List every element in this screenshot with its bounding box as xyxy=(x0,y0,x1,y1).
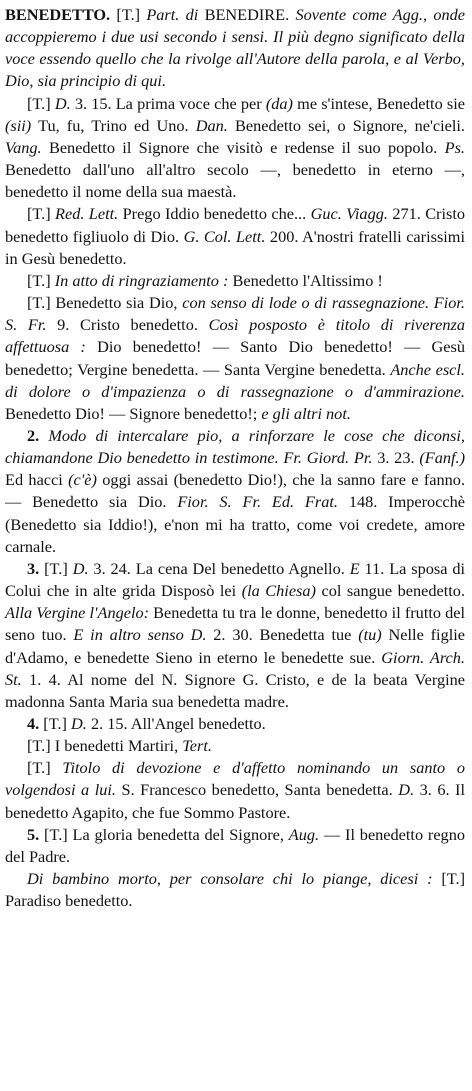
citation-source: Vang. xyxy=(5,137,42,157)
citation-text: Benedetto il Signore che visitò e redense il suo popolo. xyxy=(48,137,438,157)
sense-paragraph xyxy=(5,824,465,868)
citation-text: 11. La sposa di Colui che in alte grida Disposò lei xyxy=(5,558,465,601)
citation-source: D. xyxy=(398,780,415,800)
cross-reference: BENEDIRE. xyxy=(204,5,290,24)
definition-text: Sovente come Agg., onde accoppieremo i due usi secondo i sensi. Il più degno significato della voce essendo quello che la rivolge all'Autore della parola, e al Verbo, Dio, sia principio di qui. xyxy=(5,5,465,91)
citation-text: Benedetto l'Altissimo ! xyxy=(232,270,383,290)
usage-note: In atto di ringraziamento : xyxy=(54,270,229,290)
citation-source: Aug. xyxy=(288,824,320,844)
source-tag: [T.] xyxy=(441,869,466,889)
source-tag: [T.] xyxy=(116,5,141,24)
sense-number: 2. xyxy=(27,425,40,445)
citation-source: Tert. xyxy=(182,736,212,756)
citation-text: S. Francesco benedetto, Santa benedetta. xyxy=(121,780,393,800)
source-tag: [T.] xyxy=(27,758,51,778)
source-tag: [T.] xyxy=(27,736,51,756)
sense-paragraph xyxy=(5,868,465,912)
citation-source: Giorn. Arch. St. xyxy=(5,647,465,689)
usage-note: con senso di lode o di rassegnazione. Fior. S. Fr. xyxy=(5,293,466,335)
citation-source: D. xyxy=(72,558,89,578)
citation-text: 3. 6. Il benedetto Agapito, che fue Sommo Pastore. xyxy=(5,780,466,822)
citation-text: oggi assai (benedetto Dio!), che la sanno fare e fanno. — Benedetto sia Dio. xyxy=(5,470,466,512)
sense-number: 5. xyxy=(27,824,40,844)
sense-paragraph xyxy=(5,735,465,757)
citation-text: Paradiso benedetto. xyxy=(5,891,133,911)
usage-note: Così posposto è titolo di riverenza affettuosa : xyxy=(5,315,466,357)
sense-paragraph xyxy=(5,270,465,292)
citation-text: 3. 23. xyxy=(377,448,415,468)
citation-text: col sangue benedetto. xyxy=(321,581,466,601)
sense-paragraph xyxy=(5,292,465,425)
usage-note: Di bambino morto, per consolare chi lo piange, dicesi : xyxy=(27,869,433,889)
sense-paragraph xyxy=(5,558,465,713)
citation-text: Dio benedetto! — Santo Dio benedetto! — Gesù benedetto; Vergine benedetta. — Santa Vergine benedetta. xyxy=(5,337,465,379)
sense-paragraph xyxy=(5,713,465,735)
usage-note: E in altro senso D. xyxy=(73,625,207,645)
citation-text: 2. 30. Benedetta tue xyxy=(213,625,352,645)
citation-text: 1. 4. Al nome del N. Signore G. Cristo, e de la beata Vergine madonna Santa Maria sua benedetta madre. xyxy=(5,669,465,711)
citation-text: 271. Cristo benedetto figliuolo di Dio. xyxy=(5,204,466,246)
usage-note: Titolo di devozione e d'affetto nominando un santo o volgendosi a lui. xyxy=(5,758,465,800)
citation-text: Tu, fu, Trino ed Uno. xyxy=(38,115,189,135)
usage-note: Alla Vergine l'Angelo: xyxy=(5,603,150,623)
usage-note: Anche escl. di dolore o d'impazienza o di rassegnazione o d'ammirazione. xyxy=(5,359,465,401)
citation-source: Dan. xyxy=(195,115,228,135)
gloss: (la Chiesa) xyxy=(241,581,316,601)
sense-paragraph xyxy=(5,203,465,269)
headword: BENEDETTO. xyxy=(5,5,111,24)
sense-number: 4. xyxy=(27,714,40,733)
citation-text: Benedetto sia Dio, xyxy=(55,293,178,313)
citation-source: G. Col. Lett. xyxy=(183,226,266,246)
citation-text: 148. Imperocchè (Benedetto sia Iddio!), e'non mi ha tratto, come voi credete, amore carnale. xyxy=(5,492,466,556)
source-tag: [T.] xyxy=(43,714,67,733)
sense-paragraph xyxy=(5,425,465,558)
sense-paragraph xyxy=(5,93,465,204)
source-tag: [T.] xyxy=(27,270,51,290)
citation-source: Red. Lett. xyxy=(55,204,119,224)
citation-source: E xyxy=(349,558,360,578)
citation-text: me s'intese, Benedetto sie xyxy=(297,93,465,113)
citation-source: (Fanf.) xyxy=(419,448,465,468)
citation-text: Benedetto sei, o Signore, ne'cieli. xyxy=(235,115,465,135)
source-tag: [T.] xyxy=(27,204,51,224)
citation-text: La gloria benedetta del Signore, xyxy=(72,824,284,844)
usage-note: Modo di intercalare pio, a rinforzare le cose che diconsi, chiamandone Dio benedetto in testimone. Fr. Giord. Pr. xyxy=(5,425,465,468)
source-tag: [T.] xyxy=(44,558,68,578)
entry-definition xyxy=(5,4,465,93)
citation-text: 9. Cristo benedetto. xyxy=(57,315,198,335)
citation-text: Benedetto Dio! — Signore benedetto!; xyxy=(5,403,258,423)
citation-text: Benedetta tu tra le donne, benedetto il frutto del seno tuo. xyxy=(5,603,466,645)
gloss: (sii) xyxy=(5,115,32,135)
grammar-note: Part. di xyxy=(146,5,199,24)
citation-text: 200. A'nostri fratelli carissimi in Gesù benedetto. xyxy=(5,226,465,268)
citation-text: Prego Iddio benedetto che... xyxy=(122,204,307,224)
source-tag: [T.] xyxy=(44,824,68,844)
source-tag: [T.] xyxy=(27,93,51,113)
citation-text: 3. 15. La prima voce che per xyxy=(74,93,262,113)
citation-text: Benedetto dall'uno all'altro secolo —, benedetto in eterno —, benedetto il nome della sua maestà. xyxy=(5,160,465,202)
citation-text: 2. 15. All'Angel benedetto. xyxy=(90,714,266,733)
sense-paragraph xyxy=(5,757,465,823)
citation-source: D. xyxy=(71,714,87,733)
citation-source: Fior. S. Fr. Ed. Frat. xyxy=(177,492,338,512)
citation-text: Ed hacci xyxy=(5,470,63,490)
citation-source: D. xyxy=(54,93,71,113)
citation-text: — Il benedetto regno del Padre. xyxy=(5,824,465,866)
citation-source: Ps. xyxy=(444,137,465,157)
gloss: (da) xyxy=(265,93,293,113)
gloss: (c'è) xyxy=(68,470,97,490)
usage-note: e gli altri not. xyxy=(261,403,351,423)
source-tag: [T.] xyxy=(27,293,51,313)
citation-text: Nelle figlie d'Adamo, e benedette Sieno in eterno le benedette sue. xyxy=(5,625,465,667)
gloss: (tu) xyxy=(358,625,382,645)
sense-number: 3. xyxy=(27,558,40,578)
citation-text: 3. 24. La cena Del benedetto Agnello. xyxy=(93,558,345,578)
citation-source: Guc. Viagg. xyxy=(310,204,388,224)
citation-text: I benedetti Martiri, xyxy=(54,736,179,756)
